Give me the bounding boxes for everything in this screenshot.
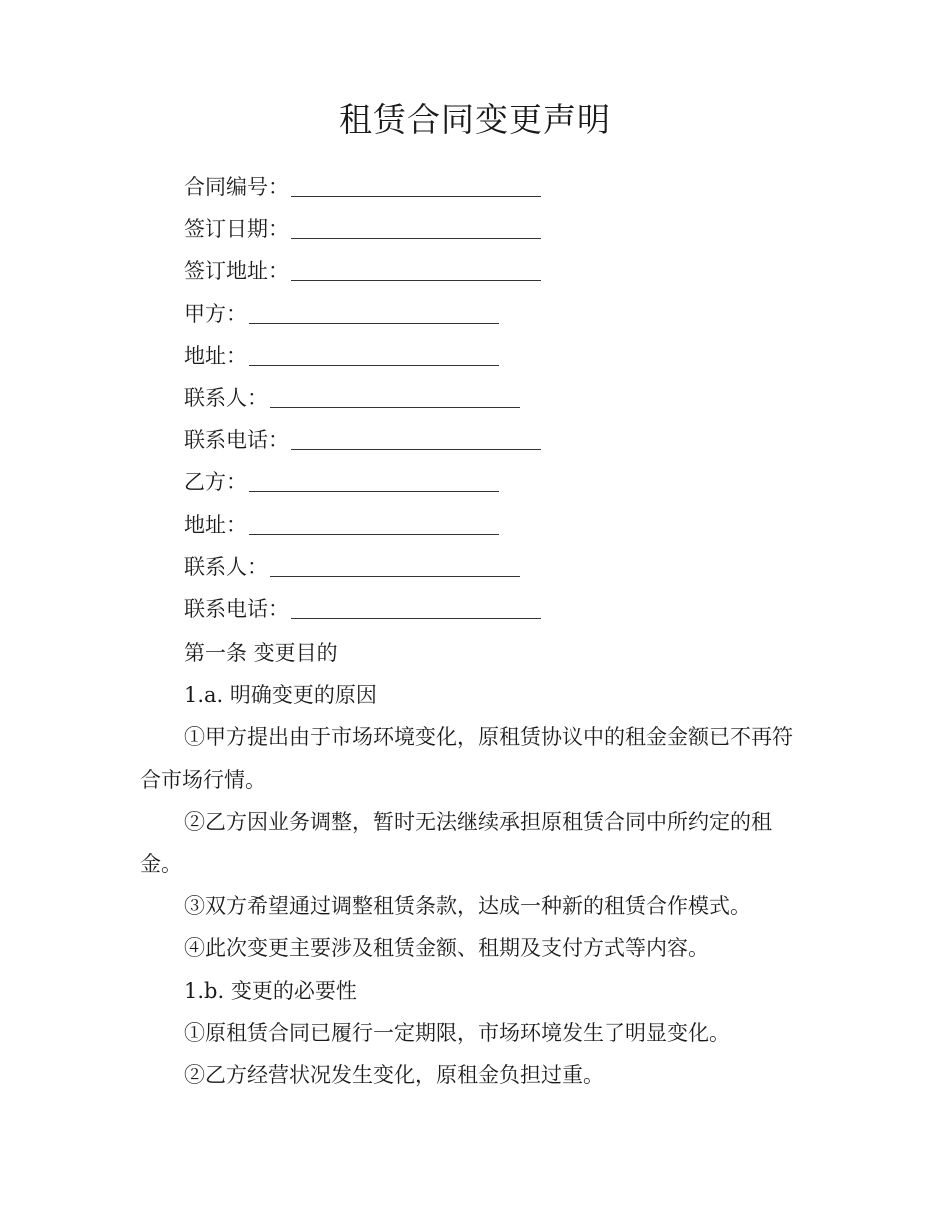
field-contract-number bbox=[184, 166, 824, 208]
fill-in-blank bbox=[249, 533, 499, 535]
document-title: 租赁合同变更声明 bbox=[339, 100, 611, 139]
article-heading: 第一条 变更目的 bbox=[184, 641, 338, 665]
field-party-b-contact bbox=[184, 546, 824, 588]
field-party-b-phone bbox=[184, 588, 824, 630]
fill-in-blank bbox=[291, 195, 541, 197]
contract-fields bbox=[184, 166, 824, 630]
fill-in-blank bbox=[249, 364, 499, 366]
fill-in-blank bbox=[291, 617, 541, 619]
field-label: 甲方： bbox=[184, 301, 247, 326]
field-label: 地址： bbox=[184, 343, 247, 368]
fill-in-blank bbox=[291, 237, 541, 239]
field-label: 联系电话： bbox=[184, 428, 289, 453]
field-signing-date bbox=[184, 208, 824, 250]
fill-in-blank bbox=[291, 279, 541, 281]
fill-in-blank bbox=[291, 448, 541, 450]
fill-in-blank bbox=[270, 406, 520, 408]
field-label: 地址： bbox=[184, 512, 247, 537]
field-party-a-contact bbox=[184, 377, 824, 419]
field-party-b-address bbox=[184, 504, 824, 546]
field-label: 联系人： bbox=[184, 554, 268, 579]
field-label: 签订地址： bbox=[184, 259, 289, 284]
fill-in-blank bbox=[270, 575, 520, 577]
field-party-a-phone bbox=[184, 419, 824, 461]
paragraph: ①原租赁合同已履行一定期限，市场环境发生了明显变化。 bbox=[184, 1020, 730, 1045]
paragraph: ②乙方因业务调整，暂时无法继续承担原租赁合同中所约定的租金。 bbox=[140, 809, 772, 877]
paragraph: ④此次变更主要涉及租赁金额、租期及支付方式等内容。 bbox=[184, 936, 709, 961]
document-body bbox=[140, 632, 810, 1096]
paragraph: ①甲方提出由于市场环境变化，原租赁协议中的租金金额已不再符合市场行情。 bbox=[140, 725, 793, 792]
section-heading: 1.a. 明确变更的原因 bbox=[184, 683, 377, 708]
fill-in-blank bbox=[249, 490, 499, 492]
field-label: 乙方： bbox=[184, 470, 247, 495]
section-heading: 1.b. 变更的必要性 bbox=[184, 978, 357, 1003]
paragraph: ③双方希望通过调整租赁条款，达成一种新的租赁合作模式。 bbox=[184, 894, 751, 919]
paragraph: ②乙方经营状况发生变化，原租金负担过重。 bbox=[184, 1063, 604, 1088]
field-label: 联系人： bbox=[184, 385, 268, 410]
field-party-b bbox=[184, 461, 824, 503]
field-label: 联系电话： bbox=[184, 596, 289, 621]
field-party-a bbox=[184, 293, 824, 335]
fill-in-blank bbox=[249, 322, 499, 324]
field-label: 合同编号： bbox=[184, 175, 289, 199]
field-party-a-address bbox=[184, 335, 824, 377]
field-signing-address bbox=[184, 250, 824, 292]
field-label: 签订日期： bbox=[184, 217, 289, 242]
